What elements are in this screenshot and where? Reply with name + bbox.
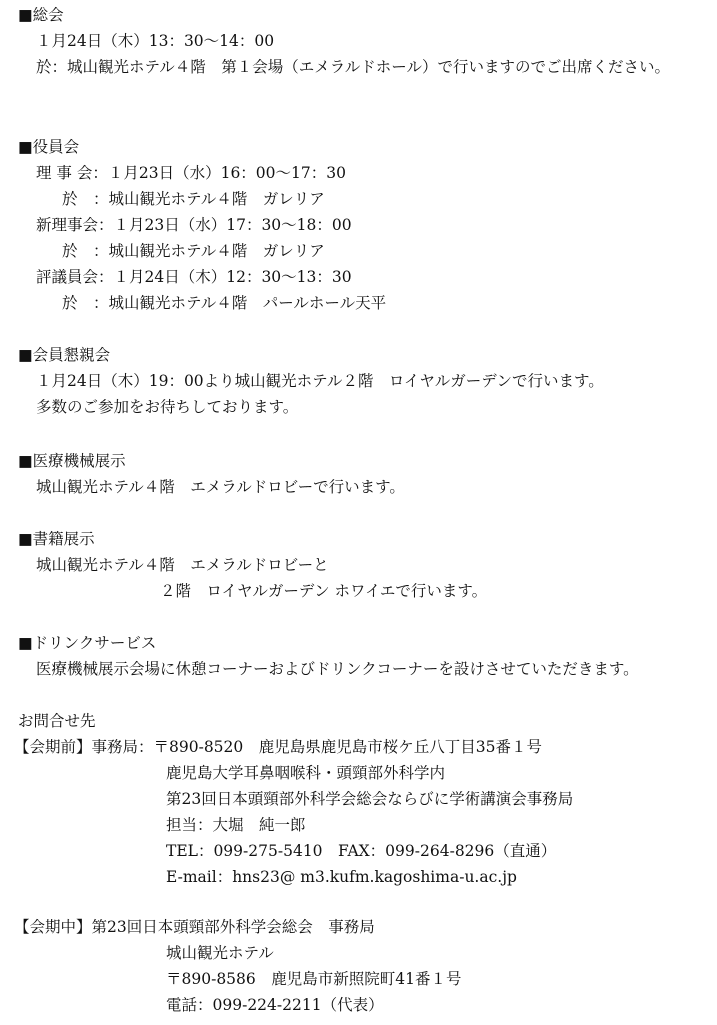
general-meeting-section — [18, 2, 713, 80]
officers-row: 評議員会：１月24日（木）12：30～13：30 — [36, 268, 352, 286]
drinks-section — [18, 630, 713, 682]
social-section — [18, 342, 713, 420]
equipment-heading: ■医療機械展示 — [18, 452, 126, 470]
drinks-heading: ■ドリンクサービス — [18, 634, 157, 652]
drinks-line: 医療機械展示会場に休憩コーナーおよびドリンクコーナーを設けさせていただきます。 — [36, 660, 639, 678]
contact-before-line: 鹿児島大学耳鼻咽喉科・頭頸部外科学内 — [166, 764, 446, 782]
officers-row: 新理事会：１月23日（水）17：30～18：00 — [36, 216, 352, 234]
general-meeting-time: １月24日（木）13：30～14：00 — [36, 32, 275, 50]
contact-during-line: 電話：099-224-2211（代表） — [166, 996, 384, 1014]
social-line: 多数のご参加をお待ちしております。 — [36, 398, 299, 416]
books-heading: ■書籍展示 — [18, 530, 95, 548]
officers-row: 理 事 会：１月23日（水）16：00～17：30 — [36, 164, 346, 182]
officers-section — [18, 134, 713, 316]
contact-during-line: 城山観光ホテル — [166, 944, 274, 962]
contact-before-line: TEL：099-275-5410 FAX：099-264-8296（直通） — [166, 842, 557, 860]
contact-before-line: 担当：大堀 純一郎 — [166, 816, 306, 834]
equipment-line: 城山観光ホテル４階 エメラルドロビーで行います。 — [36, 478, 405, 496]
contact-during-label: 【会期中】第23回日本頭頸部外科学会総会 事務局 — [14, 918, 375, 936]
social-heading: ■会員懇親会 — [18, 346, 111, 364]
officers-row: 於 ：城山観光ホテル４階 パールホール天平 — [62, 294, 387, 312]
contact-before-line: E-mail：hns23@ m3.kufm.kagoshima-u.ac.jp — [166, 868, 517, 886]
contact-before-label: 【会期前】事務局：〒890-8520 鹿児島県鹿児島市桜ケ丘八丁目35番１号 — [14, 738, 542, 756]
officers-row: 於 ：城山観光ホテル４階 ガレリア — [62, 242, 325, 260]
officers-heading: ■役員会 — [18, 138, 80, 156]
contact-heading: お問合せ先 — [18, 712, 96, 730]
equipment-section — [18, 448, 713, 500]
general-meeting-place-text: 於：城山観光ホテル４階 第１会場（エメラルドホール）で行いますのでご出席ください。 — [36, 58, 670, 76]
general-meeting-heading: ■総会 — [18, 6, 64, 24]
contact-section — [14, 708, 713, 890]
contact-during-line: 〒890-8586 鹿児島市新照院町41番１号 — [166, 970, 462, 988]
social-line: １月24日（木）19：00より城山観光ホテル２階 ロイヤルガーデンで行います。 — [36, 372, 604, 390]
contact-before-line: 第23回日本頭頸部外科学会総会ならびに学術講演会事務局 — [166, 790, 574, 808]
books-section — [18, 526, 713, 604]
contact-during-section — [14, 914, 713, 1018]
books-line: ２階 ロイヤルガーデン ホワイエで行います。 — [160, 582, 488, 600]
general-meeting-place — [18, 54, 713, 80]
officers-row: 於 ：城山観光ホテル４階 ガレリア — [62, 190, 325, 208]
books-line: 城山観光ホテル４階 エメラルドロビーと — [36, 556, 329, 574]
